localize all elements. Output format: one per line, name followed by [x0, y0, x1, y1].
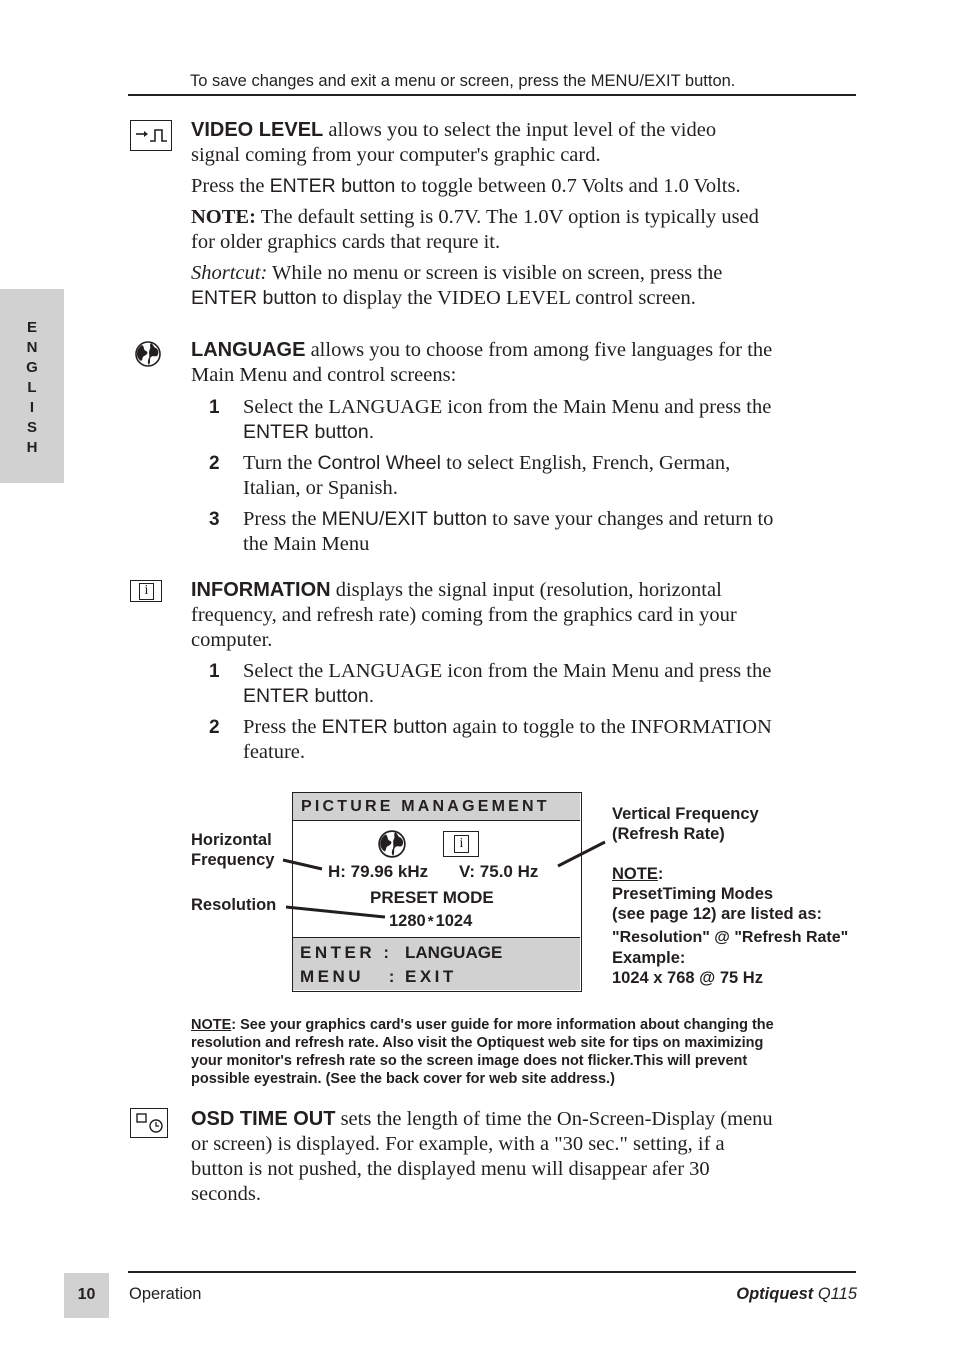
- osd-h-frequency: H: 79.96 kHz: [328, 862, 429, 881]
- step-number: 1: [209, 397, 220, 418]
- tab-letter: G: [26, 359, 38, 376]
- step-text: feature.: [243, 741, 306, 763]
- callout-text: Horizontal: [191, 831, 272, 849]
- osd-enter-value: LANGUAGE: [405, 943, 503, 962]
- body-text: allows you to choose from among five languages for the: [305, 339, 773, 361]
- tab-letter: E: [26, 319, 37, 336]
- body-text: signal coming from your computer's graphic card.: [191, 144, 601, 166]
- body-text: Main Menu and control screens:: [191, 364, 457, 386]
- step-text: Press the: [243, 716, 322, 738]
- enter-button-ref: ENTER button: [191, 287, 317, 309]
- body-text: to toggle between 0.7 Volts and 1.0 Volts.: [395, 175, 741, 197]
- video-level-title: VIDEO LEVEL: [191, 119, 324, 141]
- note-label: NOTE: [612, 865, 658, 883]
- note-text: "Resolution" @ "Refresh Rate": [612, 929, 849, 946]
- note-label: NOTE: [191, 1017, 232, 1033]
- body-text: for older graphics cards that requre it.: [191, 231, 501, 253]
- step-number: 2: [209, 453, 220, 474]
- note-colon: :: [657, 865, 664, 883]
- note-text: Example:: [612, 949, 686, 967]
- body-text: allows you to select the input level of the video: [323, 119, 717, 141]
- step-number: 2: [209, 717, 220, 738]
- callout-resolution: Resolution: [191, 896, 277, 914]
- note-label: NOTE:: [191, 206, 256, 228]
- callout-text: Vertical Frequency: [612, 805, 759, 823]
- step-number: 1: [209, 661, 220, 682]
- tab-letter: H: [26, 439, 38, 456]
- step-text: Select the LANGUAGE icon from the Main Menu and press the: [243, 396, 772, 418]
- step-text: Press the: [243, 508, 322, 530]
- information-title: INFORMATION: [191, 579, 331, 601]
- osd-menu-value: EXIT: [405, 967, 457, 986]
- tab-letter: N: [26, 339, 38, 356]
- callout-text: Frequency: [191, 851, 275, 869]
- enter-button-ref: ENTER button: [269, 175, 396, 197]
- step-text: Turn the: [243, 452, 318, 474]
- page-number-box: [64, 1273, 109, 1318]
- note-text: PresetTiming Modes: [612, 885, 774, 903]
- callout-vertical-frequency: [612, 804, 759, 844]
- body-text: displays the signal input (resolution, horizontal: [330, 579, 722, 601]
- note-text: resolution and refresh rate. Also visit the Optiquest web site for tips on maximizing: [191, 1035, 764, 1051]
- menu-exit-button-ref: MENU/EXIT button: [321, 508, 488, 530]
- osd-menu-label: MENU :: [300, 967, 398, 986]
- osd-resolution-width: 1280: [389, 912, 426, 930]
- bottom-note: [191, 1016, 774, 1088]
- step-text: again to toggle to the INFORMATION: [447, 716, 772, 738]
- control-wheel-ref: Control Wheel: [317, 452, 441, 474]
- info-icon: i: [443, 831, 479, 857]
- osd-enter-label: ENTER :: [300, 943, 393, 962]
- body-text: to display the VIDEO LEVEL control screen.: [316, 287, 696, 309]
- body-text: or screen) is displayed. For example, with a "30 sec." setting, if a: [191, 1133, 725, 1155]
- osd-preset-mode: PRESET MODE: [370, 888, 494, 907]
- footer-rule: [128, 1271, 856, 1273]
- osd-v-frequency: V: 75.0 Hz: [459, 862, 539, 881]
- note-text: : See your graphics card's user guide for more information about changing the: [231, 1017, 774, 1033]
- step-text: Italian, or Spanish.: [243, 477, 398, 499]
- step-number: 3: [209, 509, 220, 530]
- language-title: LANGUAGE: [191, 339, 306, 361]
- body-text: Press the: [191, 175, 270, 197]
- osd-time-out-section: [191, 1107, 871, 1207]
- body-text: frequency, and refresh rate) coming from the graphics card in your: [191, 604, 737, 626]
- body-text: seconds.: [191, 1183, 262, 1205]
- footer-section: Operation: [129, 1285, 202, 1303]
- step-text: ENTER button.: [243, 685, 375, 707]
- enter-button-ref: ENTER button: [321, 716, 448, 738]
- step-text: ENTER button.: [243, 421, 375, 443]
- brand-name: Optiquest: [736, 1285, 814, 1303]
- note-text: possible eyestrain. (See the back cover for web site address.): [191, 1071, 615, 1087]
- note-text: your monitor's refresh rate so the screen image does not flicker.This will prevent: [191, 1053, 748, 1069]
- osd-timeout-icon: [130, 1108, 168, 1138]
- model-name: Q115: [813, 1285, 857, 1303]
- footer-brand: [736, 1285, 857, 1304]
- page-number: 10: [77, 1286, 96, 1303]
- callout-horizontal-frequency: [191, 830, 274, 870]
- tab-letter: S: [26, 419, 37, 436]
- osd-time-out-title: OSD TIME OUT: [191, 1108, 336, 1130]
- osd-resolution-separator: *: [427, 913, 434, 930]
- side-note: [612, 864, 848, 988]
- callout-text: (Refresh Rate): [612, 825, 725, 843]
- tab-letter: L: [27, 379, 37, 396]
- body-text: button is not pushed, the displayed menu will disappear afer 30: [191, 1158, 710, 1180]
- page-header-text: To save changes and exit a menu or screen, press the MENU/EXIT button.: [190, 72, 736, 90]
- step-text: the Main Menu: [243, 533, 370, 555]
- tab-letter: I: [29, 399, 35, 416]
- note-text: 1024 x 768 @ 75 Hz: [612, 969, 763, 987]
- osd-resolution-height: 1024: [435, 912, 473, 930]
- info-icon: i: [130, 580, 162, 602]
- body-text: computer.: [191, 629, 273, 651]
- body-text: The default setting is 0.7V. The 1.0V option is typically used: [255, 206, 759, 228]
- shortcut-label: Shortcut:: [191, 262, 268, 284]
- step-text: to save your changes and return to: [487, 508, 774, 530]
- note-text: (see page 12) are listed as:: [612, 905, 823, 923]
- step-text: to select English, French, German,: [441, 452, 731, 474]
- body-text: While no menu or screen is visible on screen, press the: [267, 262, 723, 284]
- body-text: sets the length of time the On-Screen-Display (menu: [335, 1108, 773, 1130]
- osd-title: PICTURE MANAGEMENT: [293, 793, 580, 821]
- step-text: Select the LANGUAGE icon from the Main Menu and press the: [243, 660, 772, 682]
